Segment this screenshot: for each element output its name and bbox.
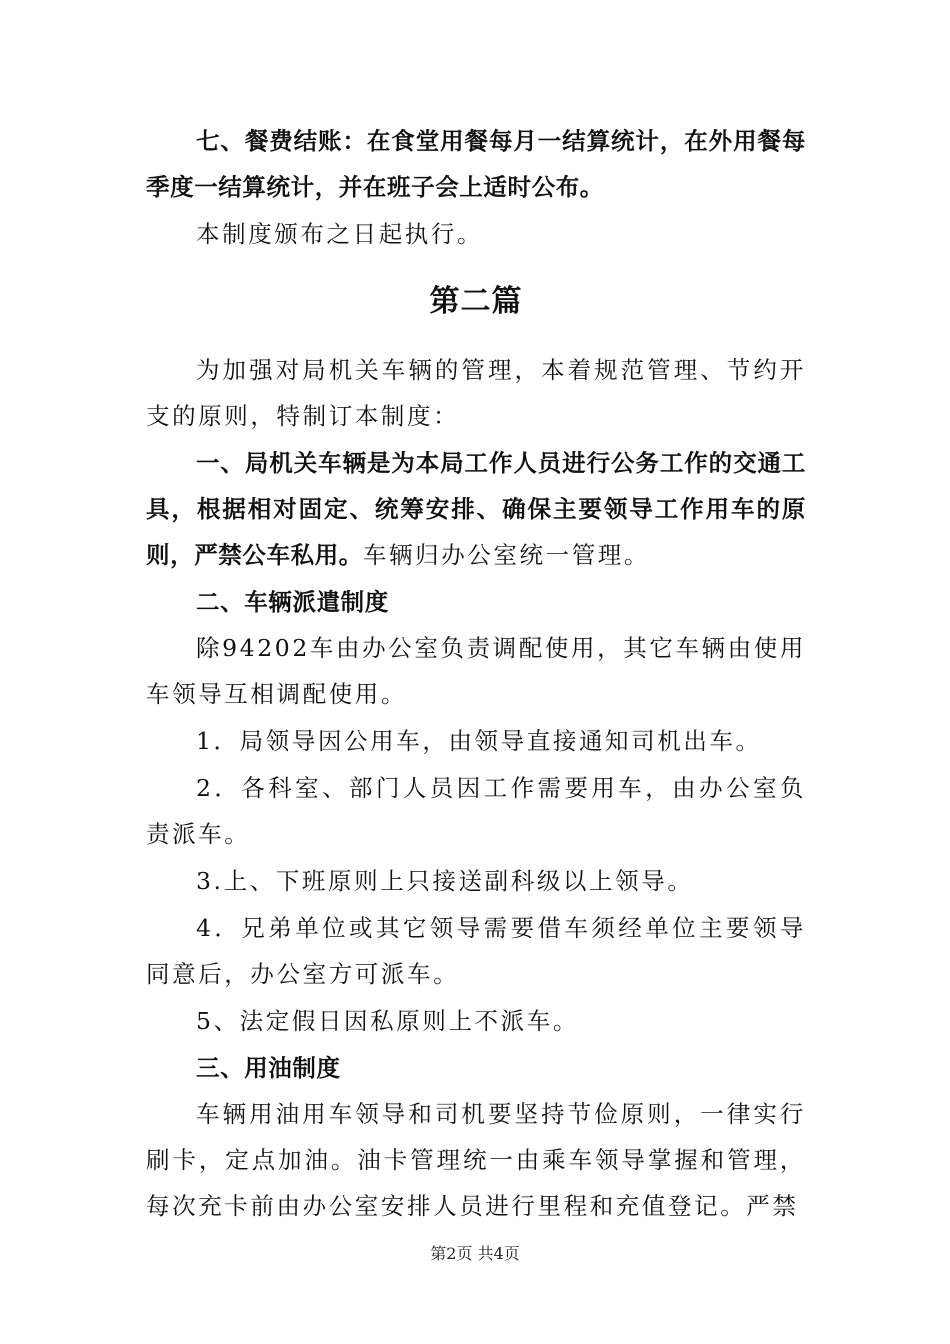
rule-item-5: 5、法定假日因私原则上不派车。	[196, 1007, 579, 1035]
section-2-heading: 二、车辆派遣制度	[196, 588, 389, 616]
paragraph-section-1	[146, 440, 806, 578]
rule-item-3: 3.上、下班原则上只接送副科级以上领导。	[196, 867, 694, 895]
paragraph-section-3: 车辆用油用车领导和司机要坚持节俭原则，一律实行刷卡，定点加油。油卡管理统一由乘车领导掌握和管理，每次充卡前由办公室安排人员进行里程和充值登记。严禁	[146, 1100, 806, 1220]
paragraph-intro: 为加强对局机关车辆的管理，本着规范管理、节约开支的原则，特制订本制度：	[146, 356, 806, 430]
paragraph-section-2-intro: 除94202车由办公室负责调配使用，其它车辆由使用车领导互相调配使用。	[146, 634, 806, 708]
section-1-rest-text: 车辆归办公室统一管理。	[362, 541, 651, 569]
chapter-title: 第二篇	[429, 284, 523, 319]
document-body	[146, 118, 806, 1229]
rule-item-4: 4．兄弟单位或其它领导需要借车须经单位主要领导同意后，办公室方可派车。	[146, 914, 806, 988]
paragraph-meal-settlement: 七、餐费结账：在食堂用餐每月一结算统计，在外用餐每季度一结算统计，并在班子会上适时公布。	[146, 127, 806, 201]
page-footer: 第2页 共4页	[430, 1244, 520, 1263]
rule-item-2: 2．各科室、部门人员因工作需要用车，由办公室负责派车。	[146, 774, 806, 848]
section-3-heading: 三、用油制度	[196, 1054, 341, 1082]
section-1-bold-text: 一、局机关车辆是为本局工作人员进行公务工作的交通工具，根据相对固定、统筹安排、确保主要领导工作用车的原则，严禁公车私用。	[146, 449, 806, 569]
paragraph-effective-date: 本制度颁布之日起执行。	[196, 220, 484, 248]
rule-item-1: 1．局领导因公用车，由领导直接通知司机出车。	[196, 727, 762, 755]
